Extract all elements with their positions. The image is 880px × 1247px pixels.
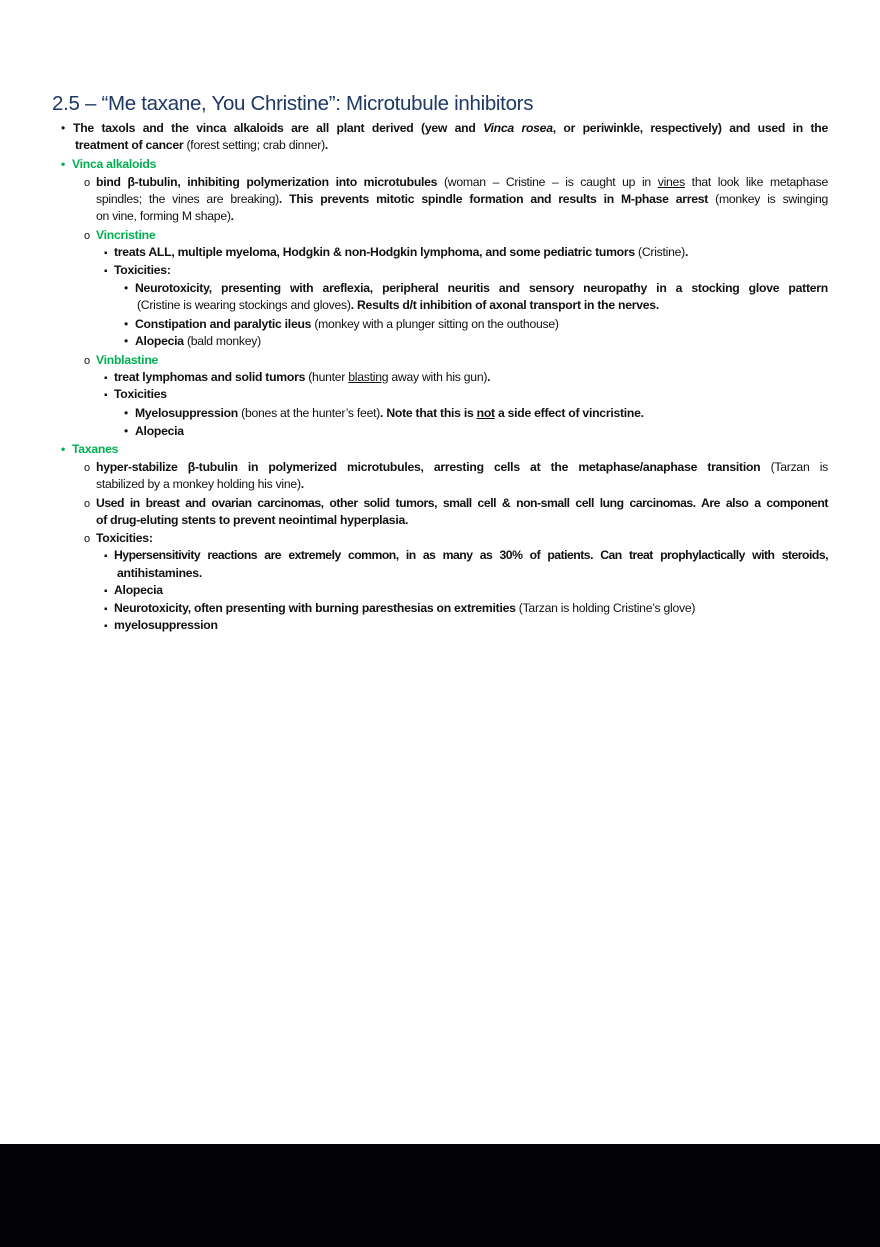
bullet-icon (124, 280, 128, 297)
square-bullet-icon (104, 369, 108, 387)
circle-bullet-icon (84, 174, 90, 192)
circle-bullet-icon (84, 530, 90, 548)
bullet-icon (124, 405, 128, 422)
section-heading: 2.5 – “Me taxane, You Christine”: Microtubule inhibitors (52, 92, 534, 115)
taxanes-uses-line-2: of drug-eluting stents to prevent neointimal hyperplasia. (96, 513, 409, 527)
vincristine-use: treats ALL, multiple myeloma, Hodgkin & non-Hodgkin lymphoma, and some pediatric tumors (Cristine). (114, 245, 689, 259)
intro-line-2: treatment of cancer (forest setting; crab dinner). (75, 138, 329, 152)
circle-bullet-icon (84, 352, 90, 370)
intro-line-1: The taxols and the vinca alkaloids are all plant derived (yew and Vinca rosea, or periwinkle, respectively) and used in the (73, 121, 829, 135)
vinca-mech-line-1: bind β-tubulin, inhibiting polymerization into microtubules (woman – Cristine – is caught up in vines that look like metaphase (96, 175, 828, 189)
bullet-icon (124, 333, 128, 350)
bullet-icon (124, 423, 128, 440)
square-bullet-icon (104, 262, 108, 280)
bottom-black-bar (0, 1144, 880, 1247)
circle-bullet-icon (84, 459, 90, 477)
vincristine-neuro-line-2: (Cristine is wearing stockings and gloves). Results d/t inhibition of axonal transport in the nerves. (137, 298, 659, 312)
taxanes-mech-line-2: stabilized by a monkey holding his vine). (96, 477, 304, 491)
bullet-icon (61, 156, 65, 173)
square-bullet-icon (104, 547, 108, 565)
square-bullet-icon (104, 386, 108, 404)
taxanes-uses-line-1: Used in breast and ovarian carcinomas, other solid tumors, small cell & non-small cell lung carcinomas. Are also a component (96, 496, 828, 510)
taxanes-neurotoxicity: Neurotoxicity, often presenting with burning paresthesias on extremities (Tarzan is holding Cristine’s glove) (114, 601, 696, 615)
vincristine-neuro-line-1: Neurotoxicity, presenting with areflexia, peripheral neuritis and sensory neuropathy in a stocking glove pattern (135, 281, 828, 295)
bullet-icon (61, 120, 65, 137)
square-bullet-icon (104, 244, 108, 262)
vincristine-toxicities-label: Toxicities: (114, 263, 171, 277)
taxanes-hypersensitivity-line-2: antihistamines. (117, 566, 202, 580)
taxanes-hypersensitivity-line-1: Hypersensitivity reactions are extremely common, in as many as 30% of patients. Can treat prophylactically with steroids, (114, 548, 828, 562)
square-bullet-icon (104, 617, 108, 635)
vinblastine-use: treat lymphomas and solid tumors (hunter blasting away with his gun). (114, 370, 491, 384)
vinblastine-myelosuppression: Myelosuppression (bones at the hunter’s feet). Note that this is not a side effect of vincristine. (135, 406, 644, 420)
circle-bullet-icon (84, 227, 90, 245)
subheading-vinca-alkaloids: Vinca alkaloids (72, 157, 157, 171)
subheading-vinblastine: Vinblastine (96, 353, 159, 367)
vinca-mech-line-2: spindles; the vines are breaking). This prevents mitotic spindle formation and results in M-phase arrest (monkey is swinging (96, 192, 828, 206)
vinblastine-alopecia: Alopecia (135, 424, 184, 438)
vincristine-alopecia: Alopecia (bald monkey) (135, 334, 261, 348)
taxanes-myelosuppression: myelosuppression (114, 618, 218, 632)
taxanes-mech-line-1: hyper-stabilize β-tubulin in polymerized microtubules, arresting cells at the metaphase/anaphase transition (Tarzan is (96, 460, 828, 474)
subheading-vincristine: Vincristine (96, 228, 156, 242)
square-bullet-icon (104, 582, 108, 600)
circle-bullet-icon (84, 495, 90, 513)
bullet-icon (124, 316, 128, 333)
square-bullet-icon (104, 600, 108, 618)
vinca-mech-line-3: on vine, forming M shape). (96, 209, 234, 223)
subheading-taxanes: Taxanes (72, 442, 119, 456)
vinblastine-toxicities-label: Toxicities (114, 387, 167, 401)
vincristine-constipation: Constipation and paralytic ileus (monkey with a plunger sitting on the outhouse) (135, 317, 559, 331)
taxanes-alopecia: Alopecia (114, 583, 163, 597)
taxanes-toxicities-label: Toxicities: (96, 531, 153, 545)
bullet-icon (61, 441, 65, 458)
